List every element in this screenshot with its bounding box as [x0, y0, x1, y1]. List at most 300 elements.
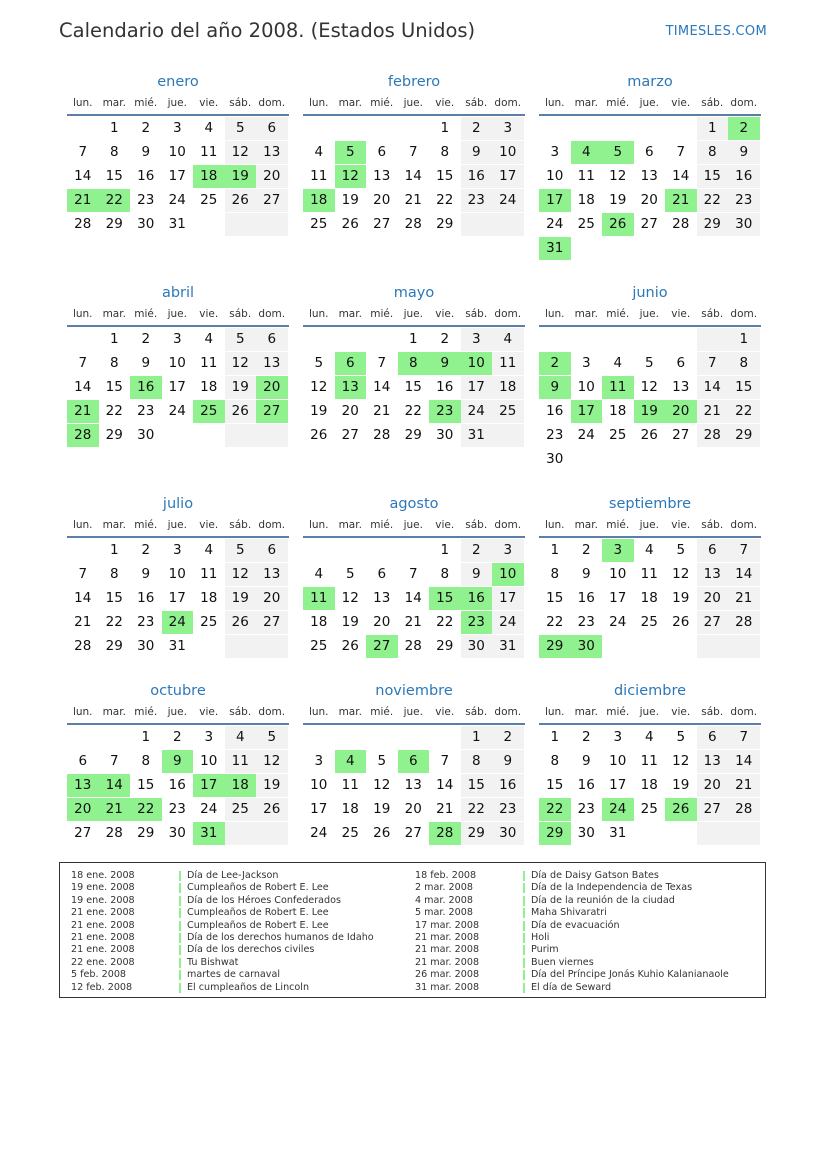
day-cell[interactable]: 25 — [200, 614, 218, 630]
day-cell[interactable]: 21 — [436, 801, 454, 817]
day-cell[interactable]: 21 — [728, 587, 760, 610]
day-cell[interactable]: 29 — [105, 216, 123, 232]
day-cell[interactable]: 10 — [609, 753, 627, 769]
day-cell[interactable]: 21 — [404, 192, 422, 208]
day-cell[interactable]: 12 — [310, 379, 328, 395]
holiday-day-cell[interactable]: 27 — [256, 400, 288, 423]
day-cell[interactable]: 28 — [697, 424, 729, 447]
holiday-day-cell[interactable]: 29 — [539, 635, 571, 658]
day-cell[interactable]: 7 — [408, 144, 418, 160]
day-cell[interactable]: 7 — [728, 726, 760, 749]
day-cell[interactable]: 1 — [550, 729, 560, 745]
day-cell[interactable]: 1 — [550, 542, 560, 558]
day-cell[interactable]: 4 — [225, 726, 257, 749]
day-cell[interactable]: 17 — [609, 590, 627, 606]
day-cell[interactable]: 19 — [672, 777, 690, 793]
day-cell[interactable]: 14 — [74, 379, 92, 395]
holiday-name[interactable]: El día de Seward — [531, 981, 612, 993]
day-cell[interactable]: 7 — [377, 355, 387, 371]
day-cell[interactable]: 18 — [200, 590, 218, 606]
day-cell[interactable]: 24 — [492, 189, 524, 212]
day-cell[interactable]: 16 — [137, 590, 155, 606]
day-cell[interactable]: 7 — [78, 355, 88, 371]
holiday-day-cell[interactable]: 18 — [193, 165, 225, 188]
day-cell[interactable]: 7 — [109, 753, 119, 769]
day-cell[interactable]: 14 — [404, 168, 422, 184]
day-cell[interactable]: 11 — [577, 168, 595, 184]
day-cell[interactable]: 2 — [461, 539, 493, 562]
day-cell[interactable]: 9 — [728, 141, 760, 164]
day-cell[interactable]: 26 — [310, 427, 328, 443]
day-cell[interactable]: 6 — [697, 726, 729, 749]
day-cell[interactable]: 31 — [609, 825, 627, 841]
day-cell[interactable]: 24 — [577, 427, 595, 443]
day-cell[interactable]: 16 — [728, 165, 760, 188]
day-cell[interactable]: 8 — [550, 753, 560, 769]
day-cell[interactable]: 18 — [310, 614, 328, 630]
holiday-day-cell[interactable]: 26 — [665, 798, 697, 821]
day-cell[interactable]: 29 — [461, 822, 493, 845]
day-cell[interactable]: 23 — [546, 427, 564, 443]
day-cell[interactable]: 20 — [256, 165, 288, 188]
day-cell[interactable]: 5 — [225, 328, 257, 351]
day-cell[interactable]: 8 — [461, 750, 493, 773]
day-cell[interactable]: 13 — [256, 141, 288, 164]
day-cell[interactable]: 13 — [373, 590, 391, 606]
day-cell[interactable]: 20 — [373, 614, 391, 630]
day-cell[interactable]: 17 — [492, 587, 524, 610]
day-cell[interactable]: 28 — [404, 638, 422, 654]
brand-logo[interactable]: TIMESLES.COM — [665, 24, 767, 39]
day-cell[interactable]: 9 — [461, 141, 493, 164]
day-cell[interactable]: 10 — [577, 379, 595, 395]
holiday-day-cell[interactable]: 4 — [571, 141, 603, 164]
day-cell[interactable]: 29 — [105, 427, 123, 443]
day-cell[interactable]: 23 — [461, 189, 493, 212]
day-cell[interactable]: 21 — [728, 774, 760, 797]
holiday-name[interactable]: Día de Daisy Gatson Bates — [531, 870, 659, 881]
day-cell[interactable]: 1 — [408, 331, 418, 347]
day-cell[interactable]: 9 — [461, 563, 493, 586]
day-cell[interactable]: 12 — [341, 590, 359, 606]
holiday-day-cell[interactable]: 2 — [728, 117, 760, 140]
day-cell[interactable]: 13 — [256, 563, 288, 586]
day-cell[interactable]: 30 — [577, 825, 595, 841]
holiday-day-cell[interactable]: 9 — [162, 750, 194, 773]
holiday-day-cell[interactable]: 6 — [335, 352, 367, 375]
day-cell[interactable]: 8 — [440, 144, 450, 160]
day-cell[interactable]: 1 — [728, 328, 760, 351]
day-cell[interactable]: 5 — [314, 355, 324, 371]
day-cell[interactable]: 5 — [225, 539, 257, 562]
day-cell[interactable]: 25 — [341, 825, 359, 841]
day-cell[interactable]: 27 — [341, 427, 359, 443]
holiday-day-cell[interactable]: 19 — [225, 165, 257, 188]
day-cell[interactable]: 25 — [310, 216, 328, 232]
day-cell[interactable]: 25 — [640, 614, 658, 630]
day-cell[interactable]: 12 — [672, 566, 690, 582]
day-cell[interactable]: 7 — [78, 566, 88, 582]
day-cell[interactable]: 27 — [697, 798, 729, 821]
day-cell[interactable]: 27 — [640, 216, 658, 232]
holiday-name[interactable]: Tu Bishwat — [187, 956, 239, 968]
day-cell[interactable]: 28 — [672, 216, 690, 232]
day-cell[interactable]: 15 — [436, 168, 454, 184]
holiday-name[interactable]: Día de los Héroes Confederados — [187, 894, 341, 906]
day-cell[interactable]: 5 — [676, 542, 686, 558]
holiday-day-cell[interactable]: 20 — [256, 376, 288, 399]
day-cell[interactable]: 5 — [676, 729, 686, 745]
day-cell[interactable]: 22 — [105, 614, 123, 630]
day-cell[interactable]: 11 — [640, 566, 658, 582]
day-cell[interactable]: 30 — [546, 451, 564, 467]
day-cell[interactable]: 16 — [461, 165, 493, 188]
day-cell[interactable]: 1 — [461, 726, 493, 749]
day-cell[interactable]: 19 — [609, 192, 627, 208]
holiday-day-cell[interactable]: 3 — [602, 539, 634, 562]
day-cell[interactable]: 25 — [577, 216, 595, 232]
day-cell[interactable]: 3 — [492, 539, 524, 562]
day-cell[interactable]: 8 — [109, 566, 119, 582]
day-cell[interactable]: 10 — [609, 566, 627, 582]
day-cell[interactable]: 28 — [373, 427, 391, 443]
day-cell[interactable]: 5 — [345, 566, 355, 582]
day-cell[interactable]: 14 — [728, 750, 760, 773]
day-cell[interactable]: 12 — [609, 168, 627, 184]
day-cell[interactable]: 12 — [225, 352, 257, 375]
day-cell[interactable]: 14 — [728, 563, 760, 586]
holiday-day-cell[interactable]: 17 — [539, 189, 571, 212]
holiday-day-cell[interactable]: 29 — [539, 822, 571, 845]
day-cell[interactable]: 7 — [728, 539, 760, 562]
holiday-day-cell[interactable]: 17 — [571, 400, 603, 423]
day-cell[interactable]: 30 — [728, 213, 760, 236]
day-cell[interactable]: 17 — [492, 165, 524, 188]
day-cell[interactable]: 20 — [697, 587, 729, 610]
day-cell[interactable]: 16 — [137, 168, 155, 184]
day-cell[interactable]: 5 — [644, 355, 654, 371]
holiday-day-cell[interactable]: 31 — [539, 237, 571, 260]
day-cell[interactable]: 13 — [697, 750, 729, 773]
day-cell[interactable]: 1 — [109, 331, 119, 347]
day-cell[interactable]: 14 — [373, 379, 391, 395]
day-cell[interactable]: 22 — [461, 798, 493, 821]
day-cell[interactable]: 22 — [546, 614, 564, 630]
day-cell[interactable]: 10 — [200, 753, 218, 769]
day-cell[interactable]: 13 — [640, 168, 658, 184]
day-cell[interactable]: 20 — [373, 192, 391, 208]
day-cell[interactable]: 8 — [109, 355, 119, 371]
day-cell[interactable]: 17 — [461, 376, 493, 399]
day-cell[interactable]: 19 — [256, 774, 288, 797]
day-cell[interactable]: 25 — [609, 427, 627, 443]
day-cell[interactable]: 22 — [105, 403, 123, 419]
day-cell[interactable]: 14 — [672, 168, 690, 184]
day-cell[interactable]: 29 — [404, 427, 422, 443]
day-cell[interactable]: 26 — [225, 400, 257, 423]
holiday-day-cell[interactable]: 24 — [162, 611, 194, 634]
day-cell[interactable]: 24 — [461, 400, 493, 423]
day-cell[interactable]: 15 — [404, 379, 422, 395]
day-cell[interactable]: 30 — [137, 427, 155, 443]
day-cell[interactable]: 15 — [728, 376, 760, 399]
day-cell[interactable]: 4 — [613, 355, 623, 371]
day-cell[interactable]: 7 — [408, 566, 418, 582]
day-cell[interactable]: 9 — [141, 355, 151, 371]
holiday-day-cell[interactable]: 10 — [461, 352, 493, 375]
holiday-day-cell[interactable]: 12 — [335, 165, 367, 188]
day-cell[interactable]: 31 — [168, 638, 186, 654]
day-cell[interactable]: 24 — [168, 403, 186, 419]
day-cell[interactable]: 23 — [168, 801, 186, 817]
day-cell[interactable]: 2 — [440, 331, 450, 347]
holiday-day-cell[interactable]: 23 — [461, 611, 493, 634]
day-cell[interactable]: 31 — [461, 424, 493, 447]
holiday-name[interactable]: martes de carnaval — [187, 969, 281, 981]
holiday-day-cell[interactable]: 13 — [335, 376, 367, 399]
day-cell[interactable]: 28 — [105, 825, 123, 841]
day-cell[interactable]: 19 — [672, 590, 690, 606]
holiday-day-cell[interactable]: 18 — [225, 774, 257, 797]
day-cell[interactable]: 23 — [728, 189, 760, 212]
holiday-day-cell[interactable]: 22 — [130, 798, 162, 821]
day-cell[interactable]: 14 — [74, 590, 92, 606]
day-cell[interactable]: 29 — [137, 825, 155, 841]
day-cell[interactable]: 9 — [581, 753, 591, 769]
day-cell[interactable]: 26 — [373, 825, 391, 841]
holiday-day-cell[interactable]: 13 — [67, 774, 99, 797]
day-cell[interactable]: 29 — [436, 638, 454, 654]
day-cell[interactable]: 2 — [581, 542, 591, 558]
day-cell[interactable]: 3 — [172, 331, 182, 347]
day-cell[interactable]: 17 — [609, 777, 627, 793]
holiday-name[interactable]: Día del Príncipe Jonás Kuhio Kalanianaole — [531, 969, 729, 981]
day-cell[interactable]: 30 — [168, 825, 186, 841]
day-cell[interactable]: 20 — [404, 801, 422, 817]
day-cell[interactable]: 21 — [373, 403, 391, 419]
day-cell[interactable]: 16 — [577, 777, 595, 793]
day-cell[interactable]: 19 — [373, 801, 391, 817]
day-cell[interactable]: 6 — [697, 539, 729, 562]
day-cell[interactable]: 28 — [728, 611, 760, 634]
holiday-day-cell[interactable]: 9 — [539, 376, 571, 399]
day-cell[interactable]: 31 — [492, 635, 524, 658]
holiday-day-cell[interactable]: 22 — [539, 798, 571, 821]
day-cell[interactable]: 16 — [577, 590, 595, 606]
day-cell[interactable]: 3 — [204, 729, 214, 745]
day-cell[interactable]: 13 — [404, 777, 422, 793]
day-cell[interactable]: 25 — [225, 798, 257, 821]
day-cell[interactable]: 15 — [105, 379, 123, 395]
day-cell[interactable]: 15 — [137, 777, 155, 793]
holiday-day-cell[interactable]: 6 — [398, 750, 430, 773]
day-cell[interactable]: 5 — [377, 753, 387, 769]
day-cell[interactable]: 1 — [141, 729, 151, 745]
day-cell[interactable]: 18 — [609, 403, 627, 419]
day-cell[interactable]: 27 — [672, 427, 690, 443]
day-cell[interactable]: 24 — [200, 801, 218, 817]
day-cell[interactable]: 13 — [256, 352, 288, 375]
day-cell[interactable]: 29 — [105, 638, 123, 654]
day-cell[interactable]: 15 — [697, 165, 729, 188]
day-cell[interactable]: 8 — [141, 753, 151, 769]
day-cell[interactable]: 26 — [341, 216, 359, 232]
day-cell[interactable]: 3 — [172, 120, 182, 136]
day-cell[interactable]: 5 — [256, 726, 288, 749]
day-cell[interactable]: 8 — [697, 141, 729, 164]
holiday-name[interactable]: Buen viernes — [531, 956, 594, 968]
day-cell[interactable]: 11 — [200, 144, 218, 160]
day-cell[interactable]: 24 — [168, 192, 186, 208]
day-cell[interactable]: 6 — [256, 539, 288, 562]
day-cell[interactable]: 19 — [225, 376, 257, 399]
day-cell[interactable]: 18 — [640, 590, 658, 606]
day-cell[interactable]: 2 — [492, 726, 524, 749]
day-cell[interactable]: 11 — [225, 750, 257, 773]
holiday-day-cell[interactable]: 10 — [492, 563, 524, 586]
day-cell[interactable]: 11 — [200, 566, 218, 582]
day-cell[interactable]: 23 — [137, 403, 155, 419]
day-cell[interactable]: 12 — [225, 141, 257, 164]
holiday-day-cell[interactable]: 23 — [429, 400, 461, 423]
day-cell[interactable]: 12 — [672, 753, 690, 769]
day-cell[interactable]: 20 — [697, 774, 729, 797]
holiday-name[interactable]: Día de la reunión de la ciudad — [531, 894, 675, 906]
day-cell[interactable]: 20 — [256, 587, 288, 610]
day-cell[interactable]: 30 — [137, 638, 155, 654]
holiday-day-cell[interactable]: 24 — [602, 798, 634, 821]
holiday-day-cell[interactable]: 20 — [665, 400, 697, 423]
day-cell[interactable]: 16 — [168, 777, 186, 793]
day-cell[interactable]: 28 — [74, 638, 92, 654]
day-cell[interactable]: 15 — [546, 777, 564, 793]
day-cell[interactable]: 29 — [728, 424, 760, 447]
day-cell[interactable]: 19 — [341, 614, 359, 630]
holiday-day-cell[interactable]: 21 — [99, 798, 131, 821]
day-cell[interactable]: 27 — [404, 825, 422, 841]
holiday-day-cell[interactable]: 11 — [303, 587, 335, 610]
day-cell[interactable]: 3 — [492, 117, 524, 140]
day-cell[interactable]: 8 — [109, 144, 119, 160]
day-cell[interactable]: 12 — [373, 777, 391, 793]
day-cell[interactable]: 21 — [74, 614, 92, 630]
day-cell[interactable]: 9 — [492, 750, 524, 773]
day-cell[interactable]: 23 — [577, 614, 595, 630]
day-cell[interactable]: 2 — [581, 729, 591, 745]
day-cell[interactable]: 28 — [74, 216, 92, 232]
day-cell[interactable]: 18 — [341, 801, 359, 817]
day-cell[interactable]: 2 — [141, 542, 151, 558]
day-cell[interactable]: 18 — [577, 192, 595, 208]
day-cell[interactable]: 24 — [492, 611, 524, 634]
day-cell[interactable]: 1 — [109, 120, 119, 136]
day-cell[interactable]: 15 — [546, 590, 564, 606]
holiday-name[interactable]: Día de Lee-Jackson — [187, 870, 279, 881]
holiday-day-cell[interactable]: 9 — [429, 352, 461, 375]
day-cell[interactable]: 15 — [105, 168, 123, 184]
day-cell[interactable]: 8 — [550, 566, 560, 582]
day-cell[interactable]: 25 — [310, 638, 328, 654]
day-cell[interactable]: 29 — [436, 216, 454, 232]
day-cell[interactable]: 11 — [492, 352, 524, 375]
day-cell[interactable]: 14 — [404, 590, 422, 606]
day-cell[interactable]: 4 — [204, 542, 214, 558]
day-cell[interactable]: 29 — [697, 213, 729, 236]
day-cell[interactable]: 12 — [256, 750, 288, 773]
day-cell[interactable]: 26 — [225, 189, 257, 212]
holiday-name[interactable]: Maha Shivaratri — [531, 907, 607, 919]
day-cell[interactable]: 22 — [404, 403, 422, 419]
day-cell[interactable]: 26 — [672, 614, 690, 630]
day-cell[interactable]: 27 — [256, 611, 288, 634]
day-cell[interactable]: 10 — [546, 168, 564, 184]
day-cell[interactable]: 2 — [141, 120, 151, 136]
day-cell[interactable]: 5 — [225, 117, 257, 140]
holiday-name[interactable]: Día de los derechos civiles — [187, 944, 315, 956]
holiday-name[interactable]: Cumpleaños de Robert E. Lee — [187, 919, 329, 931]
holiday-day-cell[interactable]: 11 — [602, 376, 634, 399]
day-cell[interactable]: 15 — [105, 590, 123, 606]
day-cell[interactable]: 22 — [436, 614, 454, 630]
day-cell[interactable]: 27 — [697, 611, 729, 634]
holiday-day-cell[interactable]: 26 — [602, 213, 634, 236]
holiday-day-cell[interactable]: 2 — [539, 352, 571, 375]
day-cell[interactable]: 1 — [440, 120, 450, 136]
day-cell[interactable]: 14 — [436, 777, 454, 793]
day-cell[interactable]: 3 — [581, 355, 591, 371]
day-cell[interactable]: 9 — [141, 144, 151, 160]
holiday-day-cell[interactable]: 28 — [429, 822, 461, 845]
day-cell[interactable]: 8 — [440, 566, 450, 582]
day-cell[interactable]: 9 — [141, 566, 151, 582]
holiday-day-cell[interactable]: 19 — [634, 400, 666, 423]
day-cell[interactable]: 1 — [440, 542, 450, 558]
holiday-day-cell[interactable]: 27 — [366, 635, 398, 658]
day-cell[interactable]: 16 — [436, 379, 454, 395]
day-cell[interactable]: 27 — [74, 825, 92, 841]
holiday-day-cell[interactable]: 5 — [335, 141, 367, 164]
holiday-name[interactable]: Día de evacuación — [531, 919, 620, 931]
day-cell[interactable]: 4 — [314, 566, 324, 582]
day-cell[interactable]: 13 — [672, 379, 690, 395]
day-cell[interactable]: 19 — [341, 192, 359, 208]
day-cell[interactable]: 6 — [377, 144, 387, 160]
day-cell[interactable]: 19 — [225, 587, 257, 610]
holiday-name[interactable]: Cumpleaños de Robert E. Lee — [187, 907, 329, 919]
day-cell[interactable]: 23 — [137, 192, 155, 208]
day-cell[interactable]: 23 — [492, 798, 524, 821]
day-cell[interactable]: 11 — [310, 168, 328, 184]
holiday-day-cell[interactable]: 17 — [193, 774, 225, 797]
holiday-day-cell[interactable]: 18 — [303, 189, 335, 212]
holiday-day-cell[interactable]: 5 — [602, 141, 634, 164]
day-cell[interactable]: 27 — [256, 189, 288, 212]
day-cell[interactable]: 7 — [78, 144, 88, 160]
day-cell[interactable]: 17 — [168, 379, 186, 395]
day-cell[interactable]: 17 — [310, 801, 328, 817]
holiday-day-cell[interactable]: 31 — [193, 822, 225, 845]
day-cell[interactable]: 6 — [676, 355, 686, 371]
day-cell[interactable]: 20 — [640, 192, 658, 208]
holiday-day-cell[interactable]: 8 — [398, 352, 430, 375]
day-cell[interactable]: 28 — [728, 798, 760, 821]
holiday-day-cell[interactable]: 28 — [67, 424, 99, 447]
holiday-day-cell[interactable]: 14 — [99, 774, 131, 797]
holiday-day-cell[interactable]: 16 — [461, 587, 493, 610]
day-cell[interactable]: 14 — [74, 168, 92, 184]
holiday-name[interactable]: El cumpleaños de Lincoln — [187, 981, 310, 993]
day-cell[interactable]: 19 — [310, 403, 328, 419]
